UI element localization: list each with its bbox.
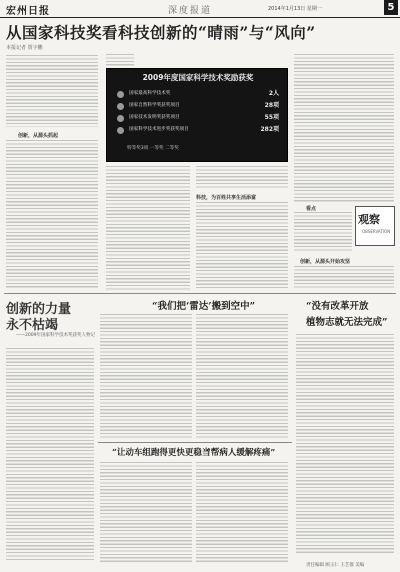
feature-subtitle: ——2009年国家科学技术奖获奖人物记 [16, 333, 95, 338]
quote-headline-4: “帮病人缓解疼痛” [206, 448, 276, 458]
byline: 本报记者 贾宇鹏 [6, 45, 43, 51]
quote-headline-2: “没有改革开放 [306, 301, 369, 312]
text-column [100, 462, 192, 562]
text-column [6, 55, 98, 127]
text-column [294, 266, 394, 290]
section-label: 看点 [306, 206, 317, 212]
masthead [0, 0, 400, 18]
text-column [106, 166, 190, 290]
award-row [129, 113, 279, 123]
quote-headline-2b: 植物志就无法完成” [306, 317, 388, 328]
divider [98, 442, 292, 443]
text-column [196, 166, 288, 190]
issue-date: 2014年1月13日 星期一 [268, 6, 322, 12]
award-row [129, 125, 279, 135]
text-column [106, 54, 134, 66]
award-row [129, 89, 279, 99]
quote-headline-1: “我们把‘雷达’搬到空中” [152, 301, 256, 312]
text-column [196, 314, 288, 438]
award-row-value: 55项 [264, 114, 279, 121]
award-row-label: 国家自然科学奖获奖项目 [129, 103, 180, 108]
editor-credit: 责任编辑 顾玉仁 王艺群 美编 [306, 563, 365, 568]
bullet-icon [117, 127, 124, 134]
divider [4, 293, 396, 294]
bullet-icon [117, 115, 124, 122]
text-column [6, 140, 98, 288]
badge-text: 观察 [358, 213, 380, 226]
text-column [196, 202, 288, 290]
award-row [129, 101, 279, 111]
section-name: 深度报道 [168, 6, 213, 16]
award-row-value: 2人 [268, 90, 279, 97]
feature-title-2: 永不枯竭 [6, 318, 59, 333]
newspaper-logo: 宏州日报 [6, 6, 50, 17]
text-column [100, 314, 192, 438]
text-column [6, 348, 94, 562]
award-infographic [106, 68, 288, 162]
award-row-label: 国家科学技术进步奖获奖项目 [129, 127, 189, 132]
text-column [196, 462, 288, 562]
section-label: 创新，从源头开始攻坚 [300, 259, 351, 265]
bullet-icon [117, 91, 124, 98]
award-row-label: 国家技术发明奖获奖项目 [129, 115, 180, 120]
text-column [294, 54, 394, 202]
section-label: 科技，为百姓共享生活添富 [196, 195, 257, 201]
section-label: 创新，从源头抓起 [18, 133, 59, 139]
bullet-icon [117, 103, 124, 110]
award-footer: 特等奖3项 一等奖 二等奖 [127, 146, 179, 151]
observation-badge [355, 206, 395, 246]
quote-headline-3: “让动车组跑得更快更稳当” [112, 448, 216, 458]
text-column [296, 334, 394, 554]
badge-subtext: OBSERVATION [362, 229, 391, 234]
award-row-value: 28项 [264, 102, 279, 109]
page-headline: 从国家科技奖看科技创新的“晴雨”与“风向” [6, 23, 316, 42]
award-title: 2009年度国家科学技术奖励获奖 [142, 73, 254, 82]
award-row-label: 国家最高科学技术奖 [129, 91, 171, 96]
award-row-value: 282项 [260, 126, 279, 133]
feature-title-1: 创新的力量 [6, 302, 72, 317]
text-column [294, 212, 352, 252]
page-number: 5 [384, 0, 398, 15]
